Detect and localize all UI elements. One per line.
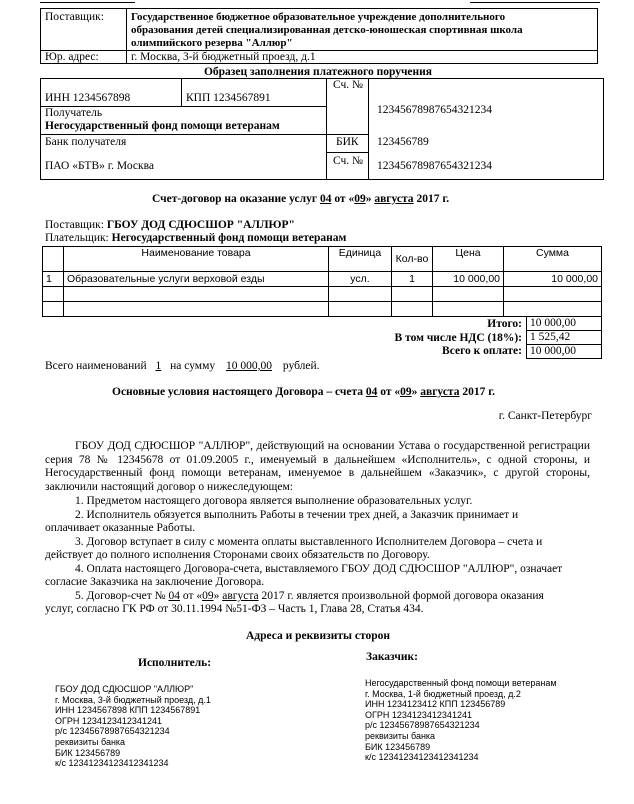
payment-col-divider	[326, 78, 327, 179]
supplier-header-rule	[40, 50, 597, 51]
p5-text-2: от «	[182, 590, 203, 602]
invoice-supplier-label: Поставщик:	[45, 219, 104, 231]
goods-table	[42, 246, 602, 317]
invoice-year: 2017 г.	[416, 193, 450, 205]
pay-label: Всего к оплате:	[442, 345, 522, 357]
parties-title: Адреса и реквизиты сторон	[246, 630, 390, 642]
address-value: г. Москва, 3-й бюджетный проезд, д.1	[131, 51, 316, 63]
p5-text-4: 2017 г. является произвольной формой договора оказания	[261, 590, 544, 602]
payment-col-divider	[368, 78, 369, 179]
supplier-name-line-2: образования детей специализированная детско-юношеская спортивная школа	[131, 24, 523, 36]
invoice-title	[152, 193, 449, 205]
executor-line: ОГРН 1234123412341241	[55, 715, 162, 726]
executor-line: реквизиты банка	[55, 736, 126, 747]
terms-number: 04	[365, 386, 378, 398]
payment-bank-label: Банк получателя	[45, 136, 127, 148]
summary-label-2: на сумму	[170, 360, 216, 372]
supplier-header-divider	[126, 8, 127, 63]
payment-account: 12345678987654321234	[377, 104, 492, 116]
customer-line: г. Москва, 1-й бюджетный проезд, д.2	[365, 688, 521, 699]
terms-p2a: 2. Исполнитель обязуется выполнить Работы в течении трех дней, а Заказчик принимает и	[75, 509, 519, 521]
payment-inn-divider	[181, 78, 182, 106]
terms-p4b: согласие Заказчика на заключение Договора.	[45, 576, 265, 588]
supplier-name-line-1: Государственное бюджетное образовательное учреждение дополнительного	[131, 11, 506, 23]
invoice-payer	[45, 232, 346, 244]
cell-price: 10 000,00	[433, 272, 504, 287]
vat-label: В том числе НДС (18%):	[394, 332, 522, 344]
customer-line: к/с 12341234123412341234	[365, 752, 479, 763]
executor-label: Исполнитель:	[138, 657, 212, 669]
supplier-label: Поставщик:	[45, 11, 104, 23]
terms-day: 09	[400, 386, 412, 398]
total-value: 10 000,00	[530, 317, 576, 329]
p5-day: 09	[202, 590, 214, 602]
invoice-payer-name: Негосударственный фонд помощи ветеранам	[111, 232, 347, 244]
payment-recipient: Негосударственный фонд помощи ветеранам	[45, 120, 280, 132]
payment-bank: ПАО «БТВ» г. Москва	[45, 160, 154, 172]
address-label: Юр. адрес:	[45, 51, 99, 63]
cell-name: Образовательные услуги верховой езды	[64, 272, 329, 287]
terms-p2b: оплачивает оказанные Работы.	[45, 522, 196, 534]
supplier-name-line-3: олимпийского резерва "Аллюр"	[131, 37, 293, 49]
summary-sum: 10 000,00	[226, 360, 272, 372]
cell-unit: усл.	[329, 272, 392, 287]
terms-month: августа	[420, 386, 460, 398]
payment-corr-label: Сч. №	[333, 155, 364, 167]
col-qty-header: Кол-во	[392, 247, 433, 272]
terms-intro: ГБОУ ДОД СДЮСШОР "АЛЛЮР", действующий на основании Устава о государственной регистрации серия 78 № 12345678 от 01.09.2005 г., именуемый в дальнейшем «Исполнитель», с одной стороны, и Негосударственный фонд помощи ветеранам, именуемое в дальнейшем «Заказчик», с другой стороны, заключили настоящий договор о нижеследующем:	[45, 440, 590, 493]
terms-p1: 1. Предметом настоящего договора является выполнение образовательных услуг.	[75, 495, 473, 507]
vat-value: 1 525,42	[530, 331, 571, 343]
table-row	[43, 302, 602, 317]
cell-num: 1	[43, 272, 64, 287]
invoice-title-prefix: Счет-договор на оказание услуг	[152, 193, 318, 205]
terms-p4a: 4. Оплата настоящего Договора-счета, выставляемого ГБОУ ДОД СДЮСШОР "АЛЛЮР", означает	[75, 563, 563, 575]
summary-label-3: рублей.	[282, 360, 320, 372]
p5-text-1: 5. Договор-счет №	[75, 590, 166, 602]
payment-recipient-label: Получатель	[45, 107, 103, 119]
invoice-payer-label: Плательщик:	[45, 232, 109, 244]
terms-p3a: 3. Договор вступает в силу с момента оплаты выставленного Исполнителем Договора – счета и	[75, 536, 543, 548]
invoice-from: от «	[334, 193, 355, 205]
invoice-month: августа	[374, 193, 414, 205]
executor-line: ГБОУ ДОД СДЮСШОР "АЛЛЮР"	[55, 684, 194, 694]
table-row	[43, 272, 602, 287]
p5-text-3: »	[213, 590, 220, 602]
customer-line: ИНН 1234123412 КПП 123456789	[365, 699, 506, 710]
payment-bik: 123456789	[377, 136, 429, 148]
goods-table-header	[43, 247, 602, 272]
executor-line: р/с 12345678987654321234	[55, 726, 170, 737]
terms-p5b: услуг, согласно ГК РФ от 30.11.1994 №51-ФЗ – Часть 1, Глава 28, Статья 434.	[45, 603, 424, 615]
p5-number: 04	[168, 590, 180, 602]
payment-row-rule	[326, 152, 369, 153]
payment-inn: ИНН 1234567898	[45, 92, 131, 104]
executor-line: БИК 123456789	[55, 747, 121, 758]
summary-count: 1	[155, 360, 162, 372]
terms-title	[112, 386, 495, 398]
col-unit-header: Единица	[329, 247, 392, 272]
cell-sum: 10 000,00	[504, 272, 602, 287]
pay-value: 10 000,00	[530, 345, 576, 357]
payment-kpp: КПП 1234567891	[186, 92, 271, 104]
terms-title-prefix: Основные условия настоящего Договора – счета	[112, 386, 363, 398]
payment-account-label: Сч. №	[333, 79, 364, 91]
col-price-header: Цена	[433, 247, 504, 272]
customer-line: БИК 123456789	[365, 741, 431, 752]
terms-city: г. Санкт-Петербург	[498, 410, 592, 422]
customer-line: ОГРН 1234123412341241	[365, 709, 472, 720]
col-num-header	[43, 247, 64, 272]
customer-line: реквизиты банка	[365, 730, 436, 741]
invoice-supplier	[45, 219, 295, 231]
customer-details	[365, 678, 557, 763]
col-name-header: Наименование товара	[64, 247, 329, 272]
terms-p3b: действует до полного исполнения Сторонами своих обязательств по Договору.	[45, 549, 430, 561]
terms-year: 2017 г.	[462, 386, 496, 398]
payment-bik-label: БИК	[336, 136, 359, 148]
col-sum-header: Сумма	[504, 247, 602, 272]
invoice-number: 04	[319, 193, 332, 205]
top-rule	[40, 2, 135, 3]
customer-line: р/с 12345678987654321234	[365, 720, 480, 731]
total-label: Итого:	[487, 318, 522, 330]
executor-line: г. Москва, 3-й бюджетный проезд, д.1	[55, 694, 211, 705]
executor-line: ИНН 1234567898 КПП 1234567891	[55, 705, 201, 716]
top-rule	[470, 2, 600, 3]
invoice-day-end: »	[365, 193, 372, 205]
summary-label-1: Всего наименований	[45, 360, 147, 372]
p5-month: августа	[222, 590, 259, 602]
customer-label: Заказчик:	[366, 651, 418, 663]
terms-day-end: »	[411, 386, 418, 398]
cell-qty: 1	[392, 272, 433, 287]
payment-title: Образец заполнения платежного поручения	[203, 66, 433, 78]
invoice-supplier-name: ГБОУ ДОД СДЮСШОР "АЛЛЮР"	[106, 219, 295, 231]
terms-from: от «	[380, 386, 401, 398]
terms-p5a	[75, 590, 544, 602]
executor-details	[55, 684, 211, 769]
payment-corr-account: 12345678987654321234	[377, 160, 492, 172]
customer-line: Негосударственный фонд помощи ветеранам	[365, 678, 557, 688]
executor-line: к/с 12341234123412341234	[55, 758, 169, 769]
payment-row-rule	[40, 134, 369, 135]
table-row	[43, 287, 602, 302]
invoice-day: 09	[354, 193, 366, 205]
invoice-summary	[45, 360, 320, 372]
